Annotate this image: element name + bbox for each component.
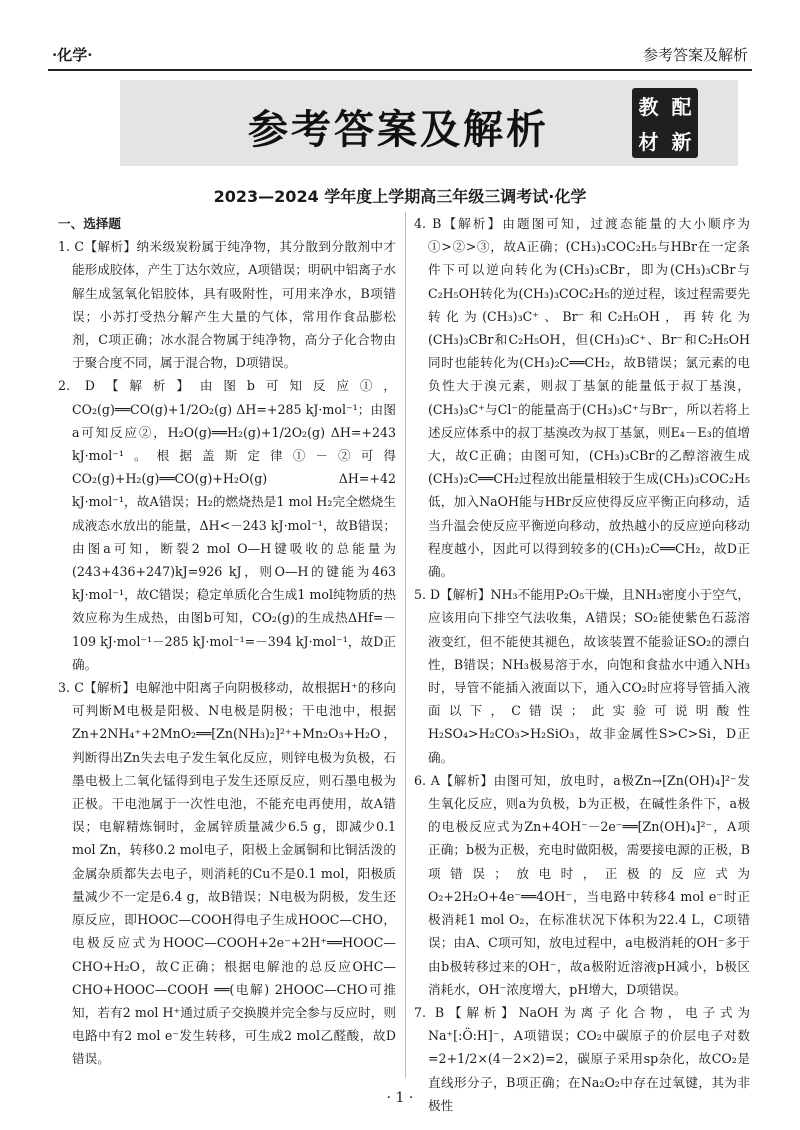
page-number: · 1 ·	[386, 1090, 414, 1106]
answer-item: 4. B【解析】由题图可知，过渡态能量的大小顺序为①>②>③，故A正确；(CH₃)₃COC₂H₅与HBr在一定条件下可以逆向转化为(CH₃)₃CBr，即为(CH₃)₃CBr与C₂H₅OH转化为(CH₃)₃COC₂H₅的逆过程，该过程需要先转化为(CH₃)₃C⁺、Br⁻和C₂H₅OH，再转化为(CH₃)₃CBr和C₂H₅OH，但(CH₃)₃C⁺、Br⁻和C₂H₅OH同时也能转化为(CH₃)₂C══CH₂，故B错误；氯元素的电负性大于溴元素，则叔丁基氯的能量低于叔丁基溴，(CH₃)₃C⁺与Cl⁻的能量高于(CH₃)₃C⁺与Br⁻，所以若将上述反应体系中的叔丁基溴改为叔丁基氯，则E₄－E₃的值增大，故C正确；由图可知，(CH₃)₃CBr的乙醇溶液生成(CH₃)₂C══CH₂过程放出能量相较于生成(CH₃)₃COC₂H₅低，加入NaOH能与HBr反应使得反应平衡正向移动，适当升温会使反应平衡逆向移动，放热越小的反应逆向移动程度越小，因此可以得到较多的(CH₃)₂C══CH₂，故D正确。	[414, 216, 750, 580]
column-divider	[405, 212, 406, 1078]
answer-item: 5. D【解析】NH₃不能用P₂O₅干燥，且NH₃密度小于空气，应该用向下排空气法收集，A错误；SO₂能使紫色石蕊溶液变红，但不能使其褪色，故该装置不能验证SO₂的漂白性，B错误；NH₃极易溶于水，向饱和食盐水中通入NH₃时，导管不能插入液面以下，通入CO₂时应将导管插入液面以下，C错误；此实验可说明酸性H₂SO₄>H₂CO₃>H₂SiO₃，故非金属性S>C>Si，D正确。	[414, 587, 750, 765]
answer-item: 1. C【解析】纳米级炭粉属于纯净物，其分散到分散剂中才能形成胶体，产生丁达尔效应，A项错误；明矾中铝离子水解生成氢氧化铝胶体，具有吸附性，可用来净水，B项错误；小苏打受热分解产生大量的气体，常用作食品膨松剂，C项正确；冰水混合物属于纯净物，高分子化合物由于聚合度不同，属于混合物，D项错误。	[58, 239, 396, 371]
exam-title: 2023—2024 学年度上学期高三年级三调考试·化学	[213, 187, 587, 206]
seal-char: 新	[671, 130, 692, 154]
textbook-seal-logo	[632, 88, 698, 158]
header-subject: ·化学·	[52, 46, 93, 64]
answer-item: 3. C【解析】电解池中阳离子向阴极移动，故根据H⁺的移向可判断M电极是阳极、N电极是阴极；干电池中，根据Zn+2NH₄⁺+2MnO₂══[Zn(NH₃)₂]²⁺+Mn₂O₃+H₂O，判断得出Zn失去电子发生氧化反应，则锌电极为负极，石墨电极上二氧化锰得到电子发生还原反应，则石墨电极为正极。干电池属于一次性电池，不能充电再使用，故A错误；电解精炼铜时，金属锌质量减少6.5 g，即减少0.1 mol Zn，转移0.2 mol电子，阳极上金属铜和比铜活泼的金属杂质都失去电子，则消耗的Cu不是0.1 mol，阳极质量减少不一定是6.4 g，故B错误；N电极为阴极，发生还原反应，即HOOC—COOH得电子生成HOOC—CHO，电极反应式为HOOC—COOH+2e⁻+2H⁺══HOOC—CHO+H₂O，故C正确；根据电解池的总反应OHC—CHO+HOOC—COOH ══(电解) 2HOOC—CHO可推知，若有2 mol H⁺通过质子交换膜并完全参与反应时，则电路中有2 mol e⁻发生转移，可生成2 mol乙醛酸，故D错误。	[58, 680, 396, 1067]
answer-item: 2. D【解析】由图b可知反应①，CO₂(g)══CO(g)+1/2O₂(g) ΔH=+285 kJ·mol⁻¹；由图a可知反应②，H₂O(g)══H₂(g)+1/2O₂(g) ΔH=+243 kJ·mol⁻¹。根据盖斯定律①－②可得CO₂(g)+H₂(g)══CO(g)+H₂O(g) ΔH=+42 kJ·mol⁻¹，故A错误；H₂的燃烧热是1 mol H₂完全燃烧生成液态水放出的能量，ΔH<－243 kJ·mol⁻¹，故B错误；由图a可知，断裂2 mol O—H键吸收的总能量为(243+436+247)kJ=926 kJ，则O—H的键能为463 kJ·mol⁻¹，故C错误；稳定单质化合生成1 mol纯物质的热效应称为生成热，由图b可知，CO₂(g)的生成热ΔHf=－109 kJ·mol⁻¹－285 kJ·mol⁻¹=－394 kJ·mol⁻¹，故D正确。	[58, 378, 396, 672]
seal-char: 教	[638, 95, 659, 119]
right-column	[414, 212, 750, 1117]
seal-char: 配	[671, 95, 692, 119]
title-banner	[120, 80, 738, 166]
answer-item: 6. A【解析】由图可知，放电时，a极Zn→[Zn(OH)₄]²⁻发生氧化反应，则a为负极，b为正极，在碱性条件下，a极的电极反应式为Zn+4OH⁻－2e⁻══[Zn(OH)₄]²⁻，A项正确；b极为正极，充电时做阳极，需要接电源的正极，B项错误；放电时，正极的反应式为O₂+2H₂O+4e⁻══4OH⁻，当电路中转移4 mol e⁻时正极消耗1 mol O₂，在标准状况下体积为22.4 L，C项错误；由A、C项可知，放电过程中，a电极消耗的OH⁻多于由b极转移过来的OH⁻，故a极附近溶液pH减小，b极区消耗水，OH⁻浓度增大，pH增大，D项错误。	[414, 772, 750, 997]
banner-title: 参考答案及解析	[248, 107, 549, 153]
answer-item: 7. B【解析】NaOH为离子化合物，电子式为Na⁺[:Ö:H]⁻，A项错误；CO₂中碳原子的价层电子对数=2+1/2×(4－2×2)=2，碳原子采用sp杂化，故CO₂是直线形分子，B项正确；在Na₂O₂中存在过氧键，其为非极性	[414, 1004, 750, 1113]
left-column	[58, 212, 396, 1071]
seal-char: 材	[638, 130, 659, 154]
section-title: 一、选择题	[58, 216, 121, 231]
header-divider	[48, 69, 752, 71]
header-doc-type: 参考答案及解析	[642, 46, 748, 64]
